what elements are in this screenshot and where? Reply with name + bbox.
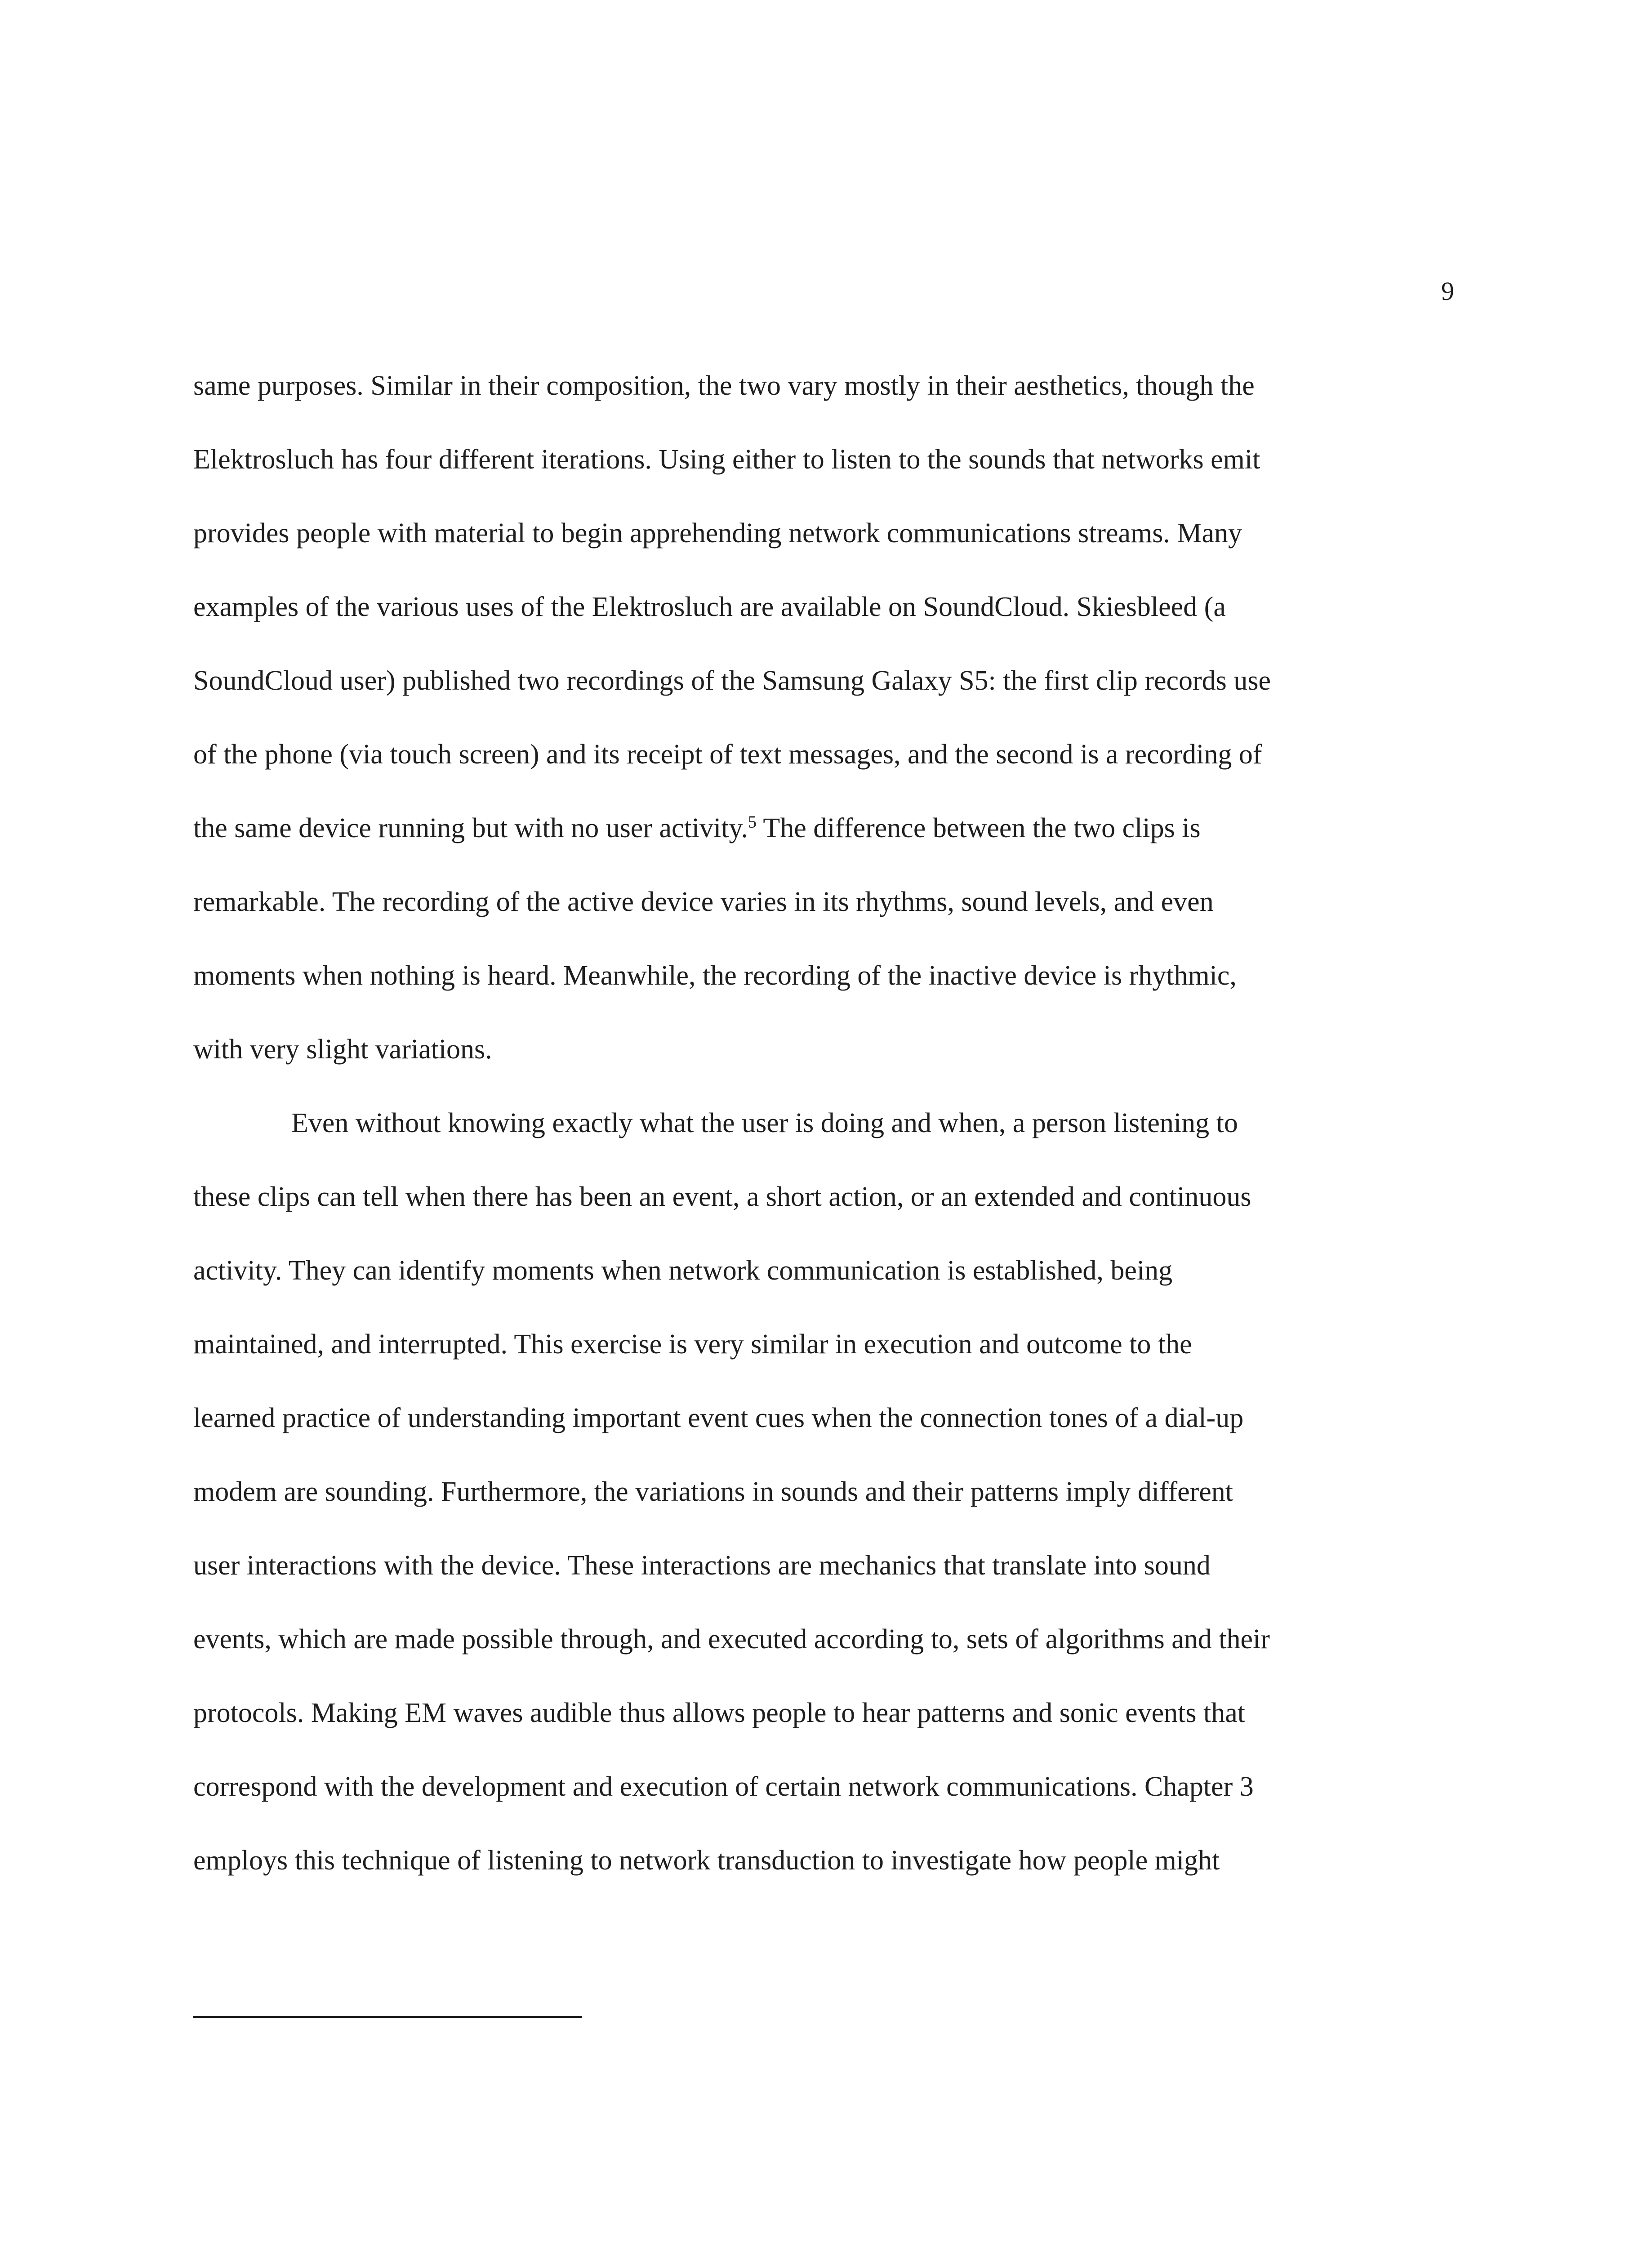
text-segment: The difference between the two clips is	[756, 813, 1201, 843]
text-line: moments when nothing is heard. Meanwhile, the recording of the inactive device is rhythmic,	[193, 960, 1237, 991]
text-line: user interactions with the device. These interactions are mechanics that translate into sound	[193, 1550, 1211, 1581]
text-line: examples of the various uses of the Elektrosluch are available on SoundCloud. Skiesbleed (a	[193, 592, 1226, 622]
text-line: maintained, and interrupted. This exercise is very similar in execution and outcome to the	[193, 1329, 1192, 1360]
footnote-reference[interactable]: 5	[748, 812, 757, 832]
text-line: of the phone (via touch screen) and its receipt of text messages, and the second is a recording of	[193, 739, 1262, 770]
text-line: SoundCloud user) published two recordings of the Samsung Galaxy S5: the first clip records use	[193, 665, 1271, 696]
text-line: learned practice of understanding important event cues when the connection tones of a dial-up	[193, 1403, 1244, 1433]
text-line: with very slight variations.	[193, 1034, 492, 1065]
text-line: these clips can tell when there has been an event, a short action, or an extended and continuous	[193, 1182, 1251, 1212]
text-line: events, which are made possible through, and executed according to, sets of algorithms and their	[193, 1624, 1270, 1655]
text-segment: the same device running but with no user activity.	[193, 813, 748, 843]
text-line	[193, 810, 1459, 884]
text-line: remarkable. The recording of the active device varies in its rhythms, sound levels, and even	[193, 887, 1214, 917]
text-line: same purposes. Similar in their composition, the two vary mostly in their aesthetics, though the	[193, 370, 1255, 401]
text-line: protocols. Making EM waves audible thus allows people to hear patterns and sonic events that	[193, 1698, 1245, 1728]
text-line: provides people with material to begin apprehending network communications streams. Many	[193, 518, 1242, 549]
text-line: Elektrosluch has four different iterations. Using either to listen to the sounds that networks emit	[193, 444, 1260, 475]
footnote-separator	[193, 2016, 582, 2018]
text-line: activity. They can identify moments when network communication is established, being	[193, 1255, 1173, 1286]
text-line: modem are sounding. Furthermore, the variations in sounds and their patterns imply different	[193, 1476, 1233, 1507]
page-number: 9	[1441, 277, 1454, 306]
body-text	[193, 368, 1459, 1916]
text-line: employs this technique of listening to network transduction to investigate how people might	[193, 1845, 1220, 1876]
text-line: correspond with the development and execution of certain network communications. Chapter 3	[193, 1771, 1254, 1802]
paragraph-first-line: Even without knowing exactly what the user is doing and when, a person listening to	[291, 1108, 1238, 1138]
